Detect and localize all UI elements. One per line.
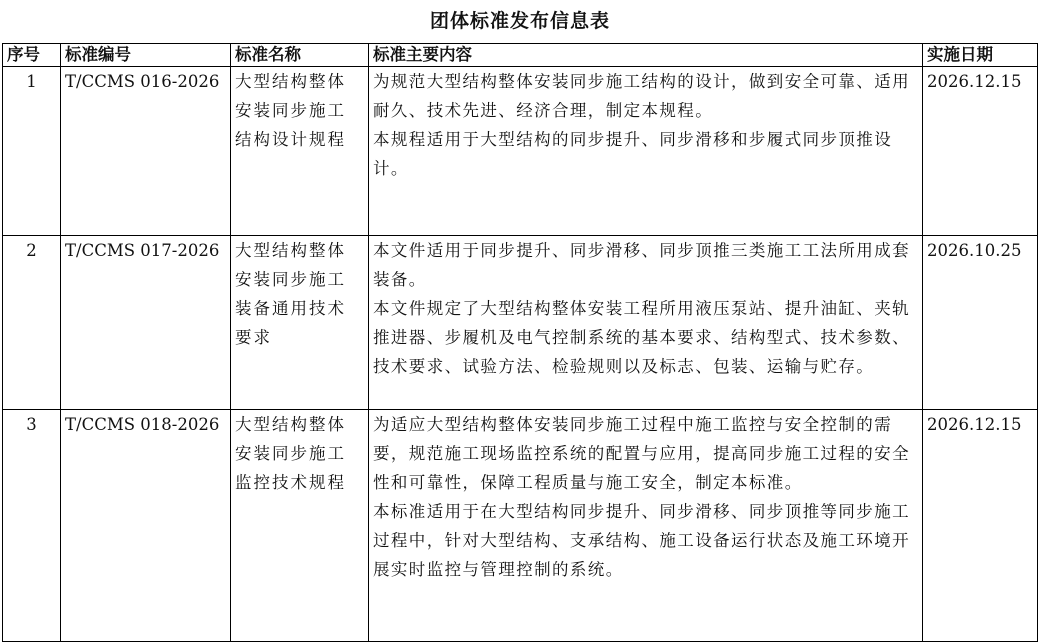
table-row xyxy=(3,410,1038,642)
standard-code: T/CCMS 018-2026 xyxy=(61,410,231,642)
standard-content xyxy=(369,410,923,642)
implementation-date: 2026.10.25 xyxy=(923,236,1038,410)
standard-code: T/CCMS 017-2026 xyxy=(61,236,231,410)
column-header-name: 标准名称 xyxy=(231,44,369,67)
content-paragraph: 本规程适用于大型结构的同步提升、同步滑移和步履式同步顶推设计。 xyxy=(373,130,893,178)
standard-name: 大型结构整体安装同步施工结构设计规程 xyxy=(231,67,369,236)
standard-name: 大型结构整体安装同步施工装备通用技术要求 xyxy=(231,236,369,410)
row-number: 1 xyxy=(3,67,61,236)
column-header-content: 标准主要内容 xyxy=(369,44,923,67)
table-header-row xyxy=(3,44,1038,67)
row-number: 3 xyxy=(3,410,61,642)
standard-name: 大型结构整体安装同步施工监控技术规程 xyxy=(231,410,369,642)
standard-content xyxy=(369,236,923,410)
implementation-date: 2026.12.15 xyxy=(923,67,1038,236)
standard-code: T/CCMS 016-2026 xyxy=(61,67,231,236)
content-paragraph: 为规范大型结构整体安装同步施工结构的设计，做到安全可靠、适用耐久、技术先进、经济合理，制定本规程。 xyxy=(373,72,910,120)
column-header-code: 标准编号 xyxy=(61,44,231,67)
standard-content xyxy=(369,67,923,236)
table-row xyxy=(3,67,1038,236)
content-paragraph: 为适应大型结构整体安装同步施工过程中施工监控与安全控制的需要，规范施工现场监控系统的配置与应用，提高同步施工过程的安全性和可靠性，保障工程质量与施工安全，制定本标准。 xyxy=(373,415,910,492)
table-row xyxy=(3,236,1038,410)
implementation-date: 2026.12.15 xyxy=(923,410,1038,642)
page-title: 团体标准发布信息表 xyxy=(429,10,610,32)
column-header-no: 序号 xyxy=(3,44,61,67)
column-header-date: 实施日期 xyxy=(923,44,1038,67)
row-number: 2 xyxy=(3,236,61,410)
content-paragraph: 本标准适用于在大型结构同步提升、同步滑移、同步顶推等同步施工过程中，针对大型结构、支承结构、施工设备运行状态及施工环境开展实时监控与管理控制的系统。 xyxy=(373,502,910,579)
standards-table xyxy=(2,43,1038,642)
content-paragraph: 本文件适用于同步提升、同步滑移、同步顶推三类施工工法所用成套装备。 xyxy=(373,241,910,289)
content-paragraph: 本文件规定了大型结构整体安装工程所用液压泵站、提升油缸、夹轨推进器、步履机及电气控制系统的基本要求、结构型式、技术参数、技术要求、试验方法、检验规则以及标志、包装、运输与贮存。 xyxy=(373,299,910,376)
